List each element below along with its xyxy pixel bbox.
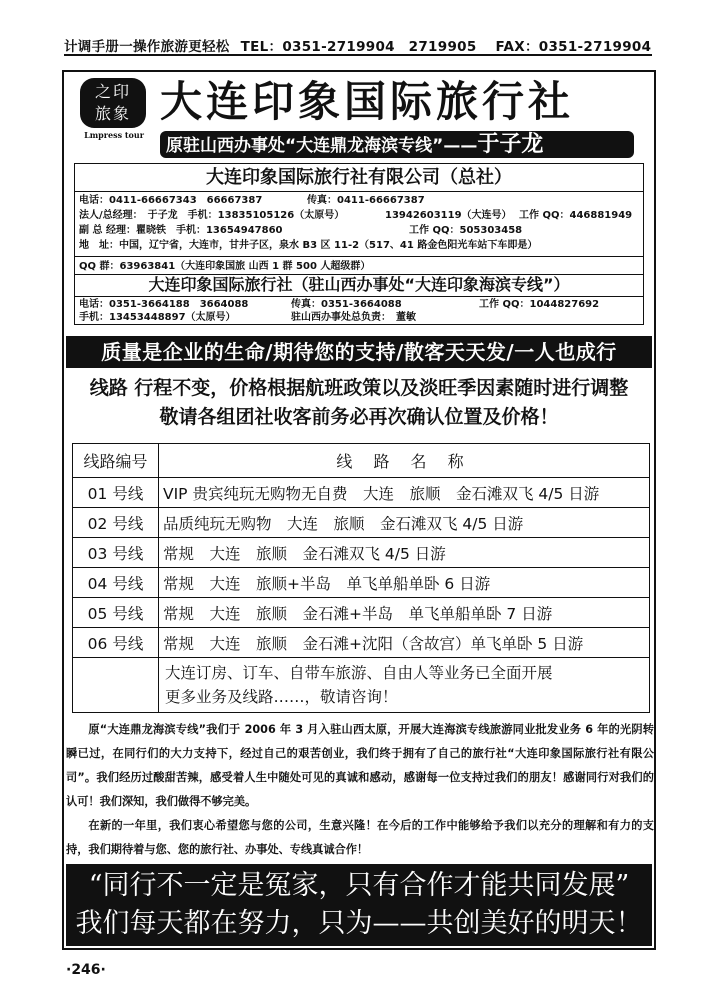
extra-services-line1: 大连订房、订车、自带车旅游、自由人等业务已全面开展 [165,664,553,682]
logo-line2: 旅象 [94,104,131,123]
banner-line1: “同行不一定是冤家，只有合作才能共同发展” [88,870,630,901]
hq-qq-group: QQ 群：63963841（大连印象国旅 山西 1 群 500 人超级群） [79,261,371,272]
route-code: 01 号线 [73,478,159,508]
hq-legal-qq: 工作 QQ：446881949 [519,210,633,221]
divider [75,256,643,257]
route-name: 常规 大连 旅顺 金石滩+半岛 单飞单船单卧 7 日游 [159,598,650,628]
table-row [73,508,650,538]
route-name: 常规 大连 旅顺 金石滩双飞 4/5 日游 [159,538,650,568]
confirm-notice: 敬请各组团社收客前务必再次确认位置及价格！ [159,406,559,428]
table-row [73,478,650,508]
branch-mobile: 手机：13453448897（太原号） [79,312,236,323]
header-fax: FAX：0351-2719904 [495,39,652,55]
table-row [73,598,650,628]
branch-phone: 电话：0351-3664188 3664088 [79,299,249,310]
divider [75,296,643,297]
table-row-extra [73,658,650,713]
logo-line1: 之印 [94,82,131,101]
branch-heading: 大连印象国际旅行社（驻山西办事处“大连印象海滨专线”） [148,275,570,294]
branch-fax: 传真：0351-3664088 [291,299,402,310]
extra-services-cell [159,658,650,713]
route-name: 品质纯玩无购物 大连 旅顺 金石滩双飞 4/5 日游 [159,508,650,538]
bottom-banner [66,864,652,946]
divider [75,191,643,192]
routes-table [72,443,650,713]
hq-deputy: 副 总 经理：瞿晓铁 手机：13654947860 [79,225,283,236]
route-code: 05 号线 [73,598,159,628]
header-tagline: 计调手册一操作旅游更轻松 [64,39,230,55]
route-code: 06 号线 [73,628,159,658]
header-bar [64,35,652,56]
hq-legal-mobile2: 13942603119（大连号） [385,210,512,221]
hq-legal: 法人/总经理： 于子龙 手机：13835105126（太原号） [79,210,345,221]
subtitle-bar [160,131,634,158]
banner-line2: 我们每天都在努力，只为——共创美好的明天！ [75,908,643,939]
hq-fax: 传真：0411-66667387 [307,195,425,206]
hq-address: 地 址：中国，辽宁省，大连市，甘井子区，泉水 B3 区 11-2（517、41 路金色阳光车站下车即是） [79,240,538,251]
extra-services-line2: 更多业务及线路……，敬请咨询！ [165,688,398,706]
company-logo [76,78,152,146]
branch-manager: 驻山西办事处总负责： 董敏 [291,312,416,323]
route-name: 常规 大连 旅顺+半岛 单飞单船单卧 6 日游 [159,568,650,598]
table-row [73,628,650,658]
header-route-name: 线 路 名 称 [159,444,650,478]
subtitle-text: 原驻山西办事处“大连鼎龙海滨专线”—— [166,136,478,156]
header-route-code: 线路编号 [73,444,159,478]
table-header-row [73,444,650,478]
empty-cell [73,658,159,713]
price-notice: 线路 行程不变，价格根据航班政策以及淡旺季因素随时进行调整 [89,377,629,399]
page-number: ·246· [66,962,106,978]
logo-english: Lmpress tour [84,130,144,140]
route-code: 04 号线 [73,568,159,598]
subtitle-name: 于子龙 [477,132,544,157]
route-name: VIP 贵宾纯玩无购物无自费 大连 旅顺 金石滩双飞 4/5 日游 [159,478,650,508]
branch-qq: 工作 QQ：1044827692 [479,299,600,310]
route-code: 03 号线 [73,538,159,568]
intro-paragraph: 原“大连鼎龙海滨专线”我们于 2006 年 3 月入驻山西太原，开展大连海滨专线旅游同业批发业务 6 年的光阴转瞬已过，在同行们的大力支持下，经过自己的艰苦创业，我们终于拥有了自己的旅行社“大连印象国际旅行社有限公司”。我们经历过酸甜苦辣，感受着人生中随处可见的真诚和感动，感谢每一位支持过我们的朋友！感谢同行对我们的认可！我们深知，我们做得不够完美。 [66,723,654,808]
route-code: 02 号线 [73,508,159,538]
contact-info-box [74,163,644,325]
page-title: 大连印象国际旅行社 [160,77,575,126]
hq-deputy-qq: 工作 QQ：505303458 [409,225,523,236]
wish-paragraph: 在新的一年里，我们衷心希望您与您的公司，生意兴隆！在今后的工作中能够给予我们以充分的理解和有力的支持，我们期待着与您、您的旅行社、办事处、专线真诚合作！ [66,819,654,856]
logo-badge [80,78,146,128]
hq-heading: 大连印象国际旅行社有限公司（总社） [206,167,512,188]
hq-phone: 电话：0411-66667343 66667387 [79,195,263,206]
table-row [73,568,650,598]
slogan-bar: 质量是企业的生命/期待您的支持/散客天天发/一人也成行 [66,336,652,368]
header-tel: TEL：0351-2719904 2719905 [240,39,477,55]
route-name: 常规 大连 旅顺 金石滩+沈阳（含故宫）单飞单卧 5 日游 [159,628,650,658]
table-row [73,538,650,568]
